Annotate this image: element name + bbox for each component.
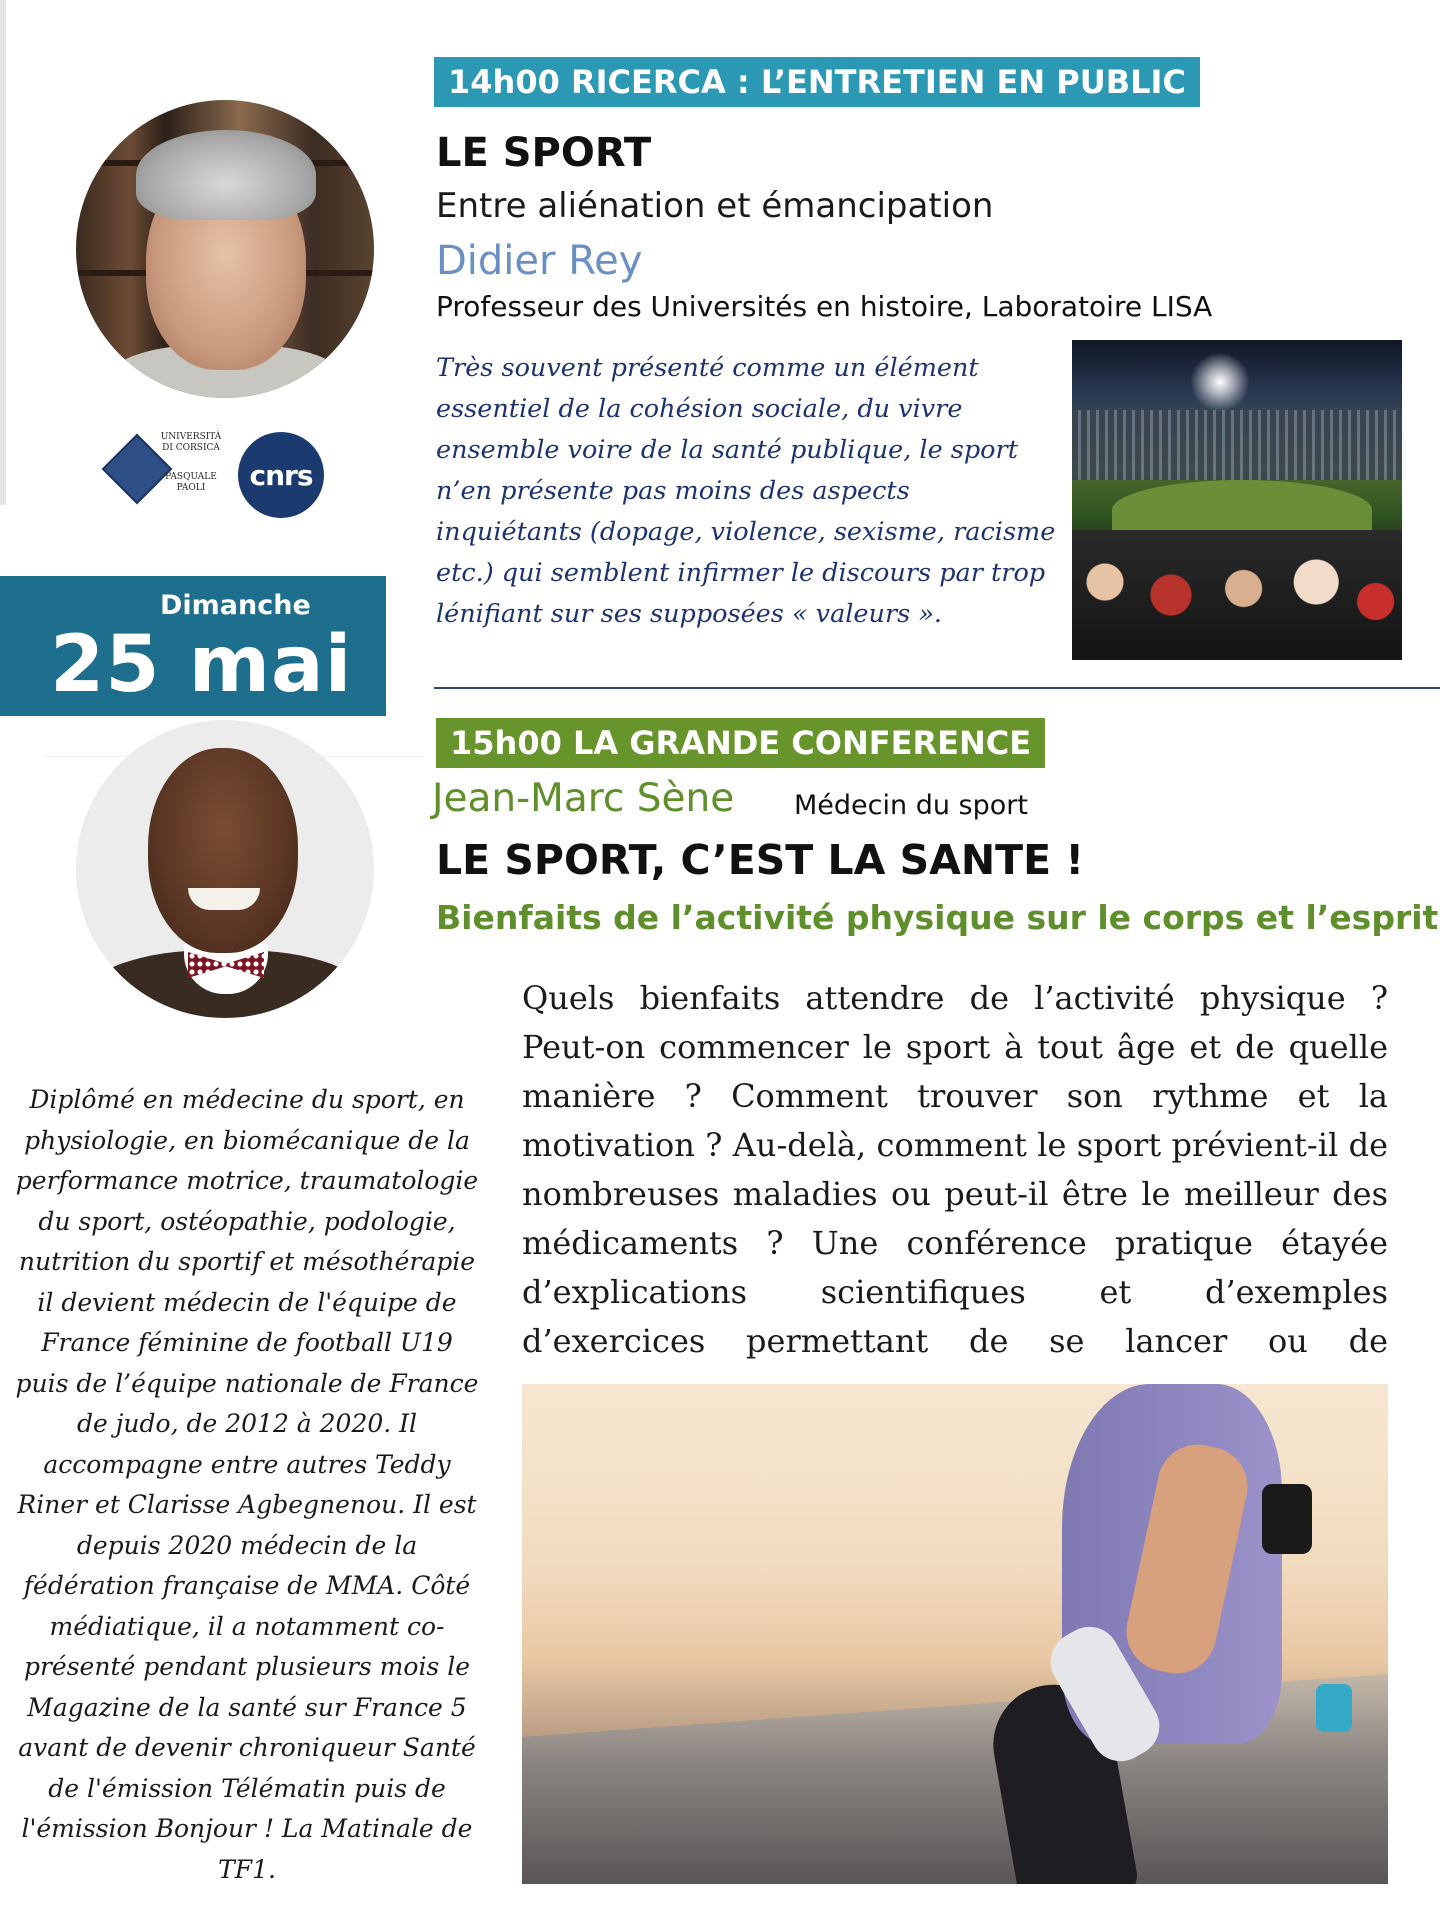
date-day: Dimanche: [160, 590, 311, 621]
event1-title: LE SPORT: [436, 130, 652, 176]
hair-shape: [136, 130, 316, 220]
university-logo-text: UNIVERSITÀ DI CORSICA PASQUALE PAOLI: [160, 432, 222, 493]
face-shape: [148, 748, 298, 953]
event2-description: Quels bienfaits attendre de l’activité physique ? Peut-on commencer le sport à tout âge et de quelle manière ? Comment trouver son rythme et la motivation ? Au-delà, comment le sport prévient-il de nombreuses maladies ou peut-il être le meilleur des médicaments ? Une conférence pratique étayée d’explications scientifiques et d’exemples d’exercices permettant de se lancer ou de: [522, 979, 1388, 1360]
university-logo: [110, 430, 228, 516]
section-divider: [434, 687, 1440, 689]
wristband-shape: [1316, 1684, 1352, 1732]
event1-subtitle: Entre aliénation et émancipation: [436, 186, 994, 226]
date-value: 25 mai: [50, 620, 353, 710]
left-edge-rule: [0, 0, 6, 505]
event2-time-badge: 15h00 LA GRANDE CONFERENCE: [436, 718, 1045, 768]
crowd-decor: [1072, 530, 1402, 660]
event2-title: LE SPORT, C’EST LA SANTE !: [436, 836, 1085, 884]
event2-speaker: Jean-Marc Sène: [432, 776, 735, 821]
event1-speaker: Didier Rey: [436, 238, 643, 284]
event2-speaker-bio: Diplômé en médecine du sport, en physiologie, en biomécanique de la performance motrice, traumatologie du sport, ostéopathie, podologie, nutrition du sportif et mésothérapie il devient médecin de l'équipe de France féminine de football U19 puis de l’équipe nationale de France de judo, de 2012 à 2020. Il accompagne entre autres Teddy Riner et Clarisse Agbegnenou. Il est depuis 2020 médecin de la fédération française de MMA. Côté médiatique, il a notamment co-présenté pendant plusieurs mois le Magazine de la santé sur France 5 avant de devenir chroniqueur Santé de l'émission Télématin puis de l'émission Bonjour ! La Matinale de TF1.: [15, 1085, 479, 1884]
event2-subtitle: Bienfaits de l’activité physique sur le corps et l’esprit: [436, 898, 1439, 937]
date-badge: [0, 576, 386, 716]
runner-stretching-photo: [522, 1384, 1388, 1884]
event1-description: Très souvent présenté comme un élément essentiel de la cohésion sociale, du vivre ensemble voire de la santé publique, le sport n’en présente pas moins des aspects inquiétants (dopage, violence, sexisme, racisme etc.) qui semblent infirmer le discours par trop lénifiant sur ses supposées « valeurs ».: [436, 353, 1056, 629]
event2-speaker-role: Médecin du sport: [794, 790, 1028, 821]
cnrs-logo: cnrs: [238, 432, 324, 518]
smile-shape: [188, 888, 260, 910]
stands-decor: [1072, 410, 1402, 480]
event1-time-badge: 14h00 RICERCA : L’ENTRETIEN EN PUBLIC: [434, 57, 1200, 107]
armband-shape: [1262, 1484, 1312, 1554]
speaker-photo-didier-rey: [76, 100, 374, 398]
speaker-photo-jean-marc-sene: [76, 720, 374, 1018]
stadium-light-decor: [1190, 352, 1250, 412]
stadium-crowd-photo: [1072, 340, 1402, 660]
event1-speaker-role: Professeur des Universités en histoire, Laboratoire LISA: [436, 290, 1213, 323]
